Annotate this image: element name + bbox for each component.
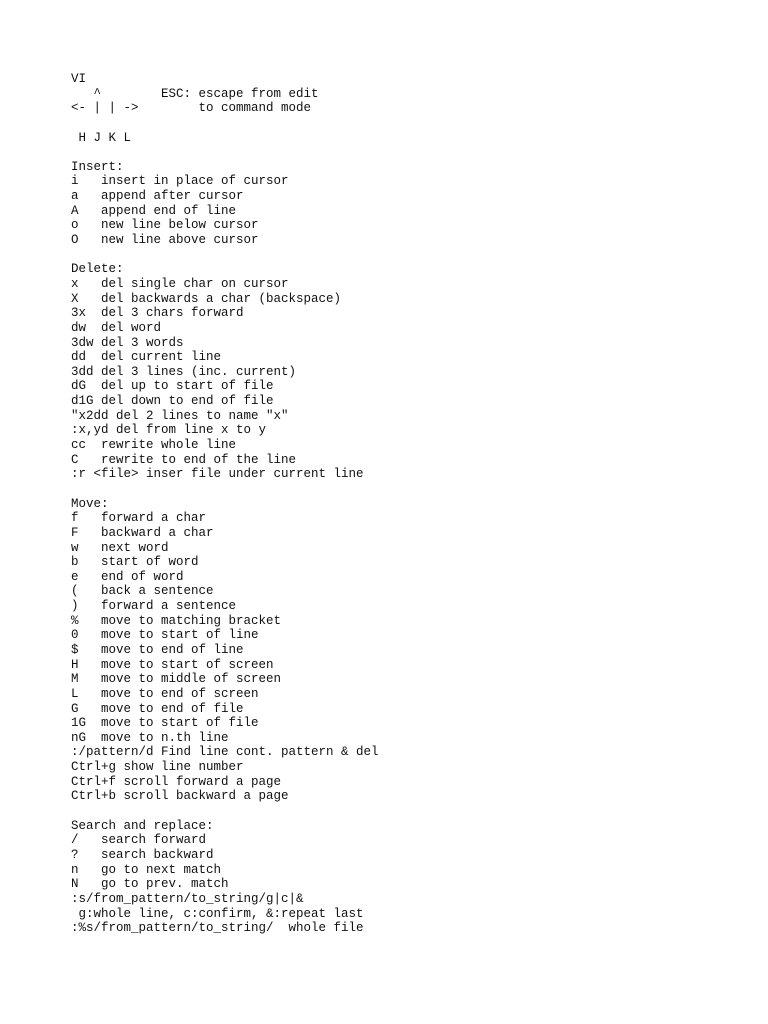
text-line: n go to next match xyxy=(71,862,222,877)
text-line: Delete: xyxy=(71,262,124,277)
text-line: 3dd del 3 lines (inc. current) xyxy=(71,364,297,379)
text-line: / search forward xyxy=(71,833,207,848)
text-line: ) forward a sentence xyxy=(71,599,237,614)
text-line: d1G del down to end of file xyxy=(71,394,274,409)
text-line: :r <file> inser file under current line xyxy=(71,467,364,482)
text-line: N go to prev. match xyxy=(71,877,229,892)
text-line: A append end of line xyxy=(71,203,237,218)
text-line: Ctrl+f scroll forward a page xyxy=(71,774,282,789)
text-line: 3dw del 3 words xyxy=(71,335,184,350)
text-line: :/pattern/d Find line cont. pattern & del xyxy=(71,745,379,760)
text-line: $ move to end of line xyxy=(71,642,244,657)
text-line: Ctrl+b scroll backward a page xyxy=(71,789,289,804)
text-line: X del backwards a char (backspace) xyxy=(71,291,342,306)
text-line: Ctrl+g show line number xyxy=(71,760,244,775)
text-line: C rewrite to end of the line xyxy=(71,452,297,467)
text-line: Insert: xyxy=(71,159,124,174)
text-line: H J K L xyxy=(71,130,132,145)
text-line: G move to end of file xyxy=(71,701,244,716)
text-line xyxy=(71,116,379,131)
text-line: <- | | -> to command mode xyxy=(71,101,312,116)
text-line: :x,yd del from line x to y xyxy=(71,423,267,438)
text-line: 1G move to start of file xyxy=(71,716,259,731)
text-line: H move to start of screen xyxy=(71,657,274,672)
text-line: Search and replace: xyxy=(71,818,214,833)
text-line xyxy=(71,804,379,819)
text-line: b start of word xyxy=(71,555,199,570)
text-line: ( back a sentence xyxy=(71,584,214,599)
text-line: 0 move to start of line xyxy=(71,628,259,643)
text-line: :%s/from_pattern/to_string/ whole file xyxy=(71,921,364,936)
text-line: x del single char on cursor xyxy=(71,276,289,291)
text-line: ^ ESC: escape from edit xyxy=(71,86,319,101)
text-line: F backward a char xyxy=(71,525,214,540)
text-line: 3x del 3 chars forward xyxy=(71,306,244,321)
text-line: e end of word xyxy=(71,569,184,584)
text-line xyxy=(71,482,379,497)
text-line: L move to end of screen xyxy=(71,686,259,701)
text-line: Move: xyxy=(71,496,109,511)
text-line: VI xyxy=(71,72,87,86)
text-line xyxy=(71,248,379,263)
text-line xyxy=(71,145,379,160)
text-line: w next word xyxy=(71,540,169,555)
text-line: O new line above cursor xyxy=(71,233,259,248)
text-line: g:whole line, c:confirm, &:repeat last xyxy=(71,906,364,921)
text-line: nG move to n.th line xyxy=(71,730,229,745)
text-line: o new line below cursor xyxy=(71,218,259,233)
text-line: M move to middle of screen xyxy=(71,672,282,687)
text-line: ? search backward xyxy=(71,847,214,862)
text-line: dG del up to start of file xyxy=(71,379,274,394)
text-line: dw del word xyxy=(71,320,162,335)
text-line: cc rewrite whole line xyxy=(71,438,237,453)
vi-cheatsheet-text xyxy=(71,72,379,936)
text-line: i insert in place of cursor xyxy=(71,174,289,189)
text-line: dd del current line xyxy=(71,350,222,365)
text-line: :s/from_pattern/to_string/g|c|& xyxy=(71,891,304,906)
text-line: f forward a char xyxy=(71,511,207,526)
text-line: a append after cursor xyxy=(71,189,244,204)
text-line: % move to matching bracket xyxy=(71,613,282,628)
text-line: "x2dd del 2 lines to name "x" xyxy=(71,408,289,423)
